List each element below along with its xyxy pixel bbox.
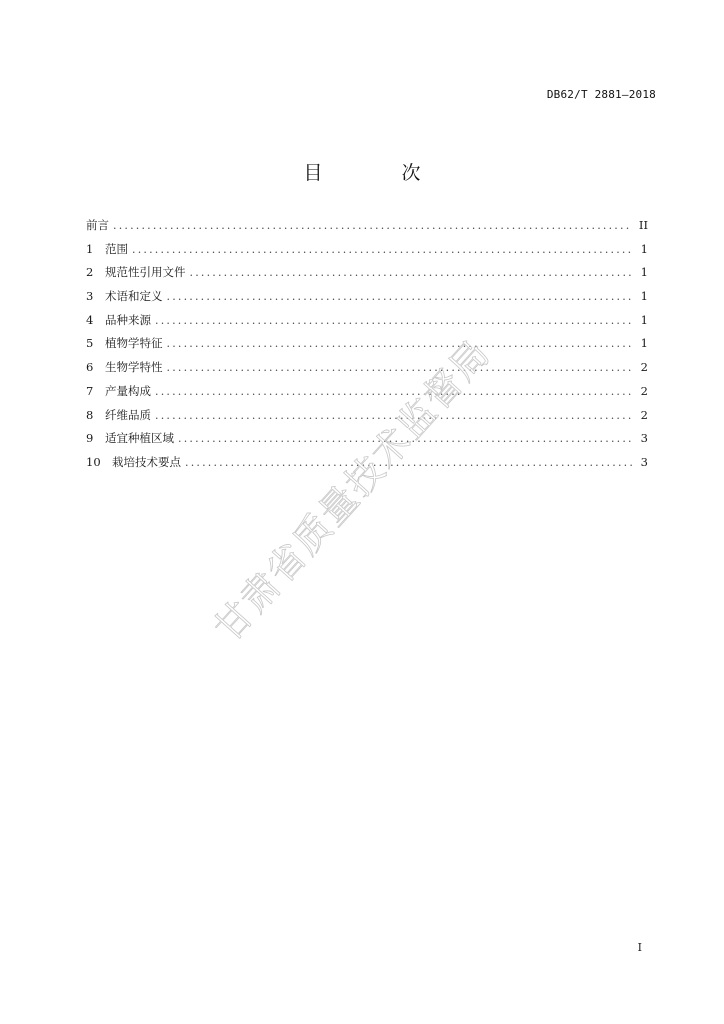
toc-entry-page: 3 xyxy=(640,431,648,446)
toc-entry-biological-traits[interactable] xyxy=(86,360,648,384)
toc-entry-botanical-traits[interactable] xyxy=(86,336,648,360)
toc-entry-number: 7 xyxy=(86,383,94,398)
toc-entry-page: II xyxy=(638,218,648,232)
toc-entry-page: 1 xyxy=(640,241,648,256)
toc-leader-dots xyxy=(167,337,633,351)
toc-entry-label: 品种来源 xyxy=(105,312,151,327)
toc-leader-dots xyxy=(190,266,633,280)
toc-entry-number: 10 xyxy=(86,454,101,469)
toc-entry-page: 1 xyxy=(640,265,648,280)
document-code: DB62/T 2881—2018 xyxy=(546,88,656,101)
toc-entry-label: 适宜种植区域 xyxy=(105,431,174,446)
toc-entry-fiber-quality[interactable] xyxy=(86,408,648,432)
toc-entry-number: 2 xyxy=(86,265,94,280)
toc-entry-number: 5 xyxy=(86,336,94,351)
page-number: I xyxy=(637,941,642,954)
toc-entry-label: 范围 xyxy=(105,241,128,256)
toc-entry-terms-definitions[interactable] xyxy=(86,289,648,313)
toc-entry-number: 6 xyxy=(86,360,94,375)
toc-leader-dots xyxy=(167,290,633,304)
toc-entry-label: 植物学特征 xyxy=(105,336,163,351)
toc-entry-page: 2 xyxy=(640,360,648,375)
toc-entry-yield-components[interactable] xyxy=(86,384,648,408)
watermark-text: 甘肃省质量技术监督局 xyxy=(206,331,500,650)
toc-entry-cultivation-points[interactable] xyxy=(86,455,648,479)
toc-entry-variety-origin[interactable] xyxy=(86,313,648,337)
toc-leader-dots xyxy=(155,314,632,328)
toc-entry-preface[interactable] xyxy=(86,218,648,242)
toc-entry-label: 术语和定义 xyxy=(105,289,163,304)
toc-leader-dots xyxy=(167,361,633,375)
toc-entry-number: 9 xyxy=(86,431,94,446)
toc-entry-page: 3 xyxy=(640,454,648,469)
toc-entry-label: 生物学特性 xyxy=(105,360,163,375)
toc-entry-page: 2 xyxy=(640,383,648,398)
toc-entry-label: 产量构成 xyxy=(105,383,151,398)
toc-entry-label: 规范性引用文件 xyxy=(105,265,186,280)
toc-leader-dots xyxy=(178,432,632,446)
toc-entry-label: 前言 xyxy=(86,218,109,232)
toc-entry-suitable-region[interactable] xyxy=(86,431,648,455)
toc-entry-scope[interactable] xyxy=(86,242,648,266)
toc-entry-number: 3 xyxy=(86,289,94,304)
toc-leader-dots xyxy=(113,219,632,233)
toc-entry-normative-references[interactable] xyxy=(86,265,648,289)
toc-entry-number: 8 xyxy=(86,407,94,422)
toc-entry-label: 栽培技术要点 xyxy=(112,454,181,469)
toc-entry-page: 2 xyxy=(640,407,648,422)
toc-leader-dots xyxy=(155,409,632,423)
toc-leader-dots xyxy=(132,243,632,257)
toc-entry-number: 4 xyxy=(86,312,94,327)
toc-leader-dots xyxy=(155,385,632,399)
toc-entry-page: 1 xyxy=(640,312,648,327)
toc-entry-page: 1 xyxy=(640,336,648,351)
toc-title: 目 次 xyxy=(303,162,451,184)
toc-list xyxy=(86,218,648,479)
toc-entry-number: 1 xyxy=(86,241,94,256)
toc-leader-dots xyxy=(185,456,632,470)
toc-entry-page: 1 xyxy=(640,289,648,304)
toc-entry-label: 纤维品质 xyxy=(105,407,151,422)
